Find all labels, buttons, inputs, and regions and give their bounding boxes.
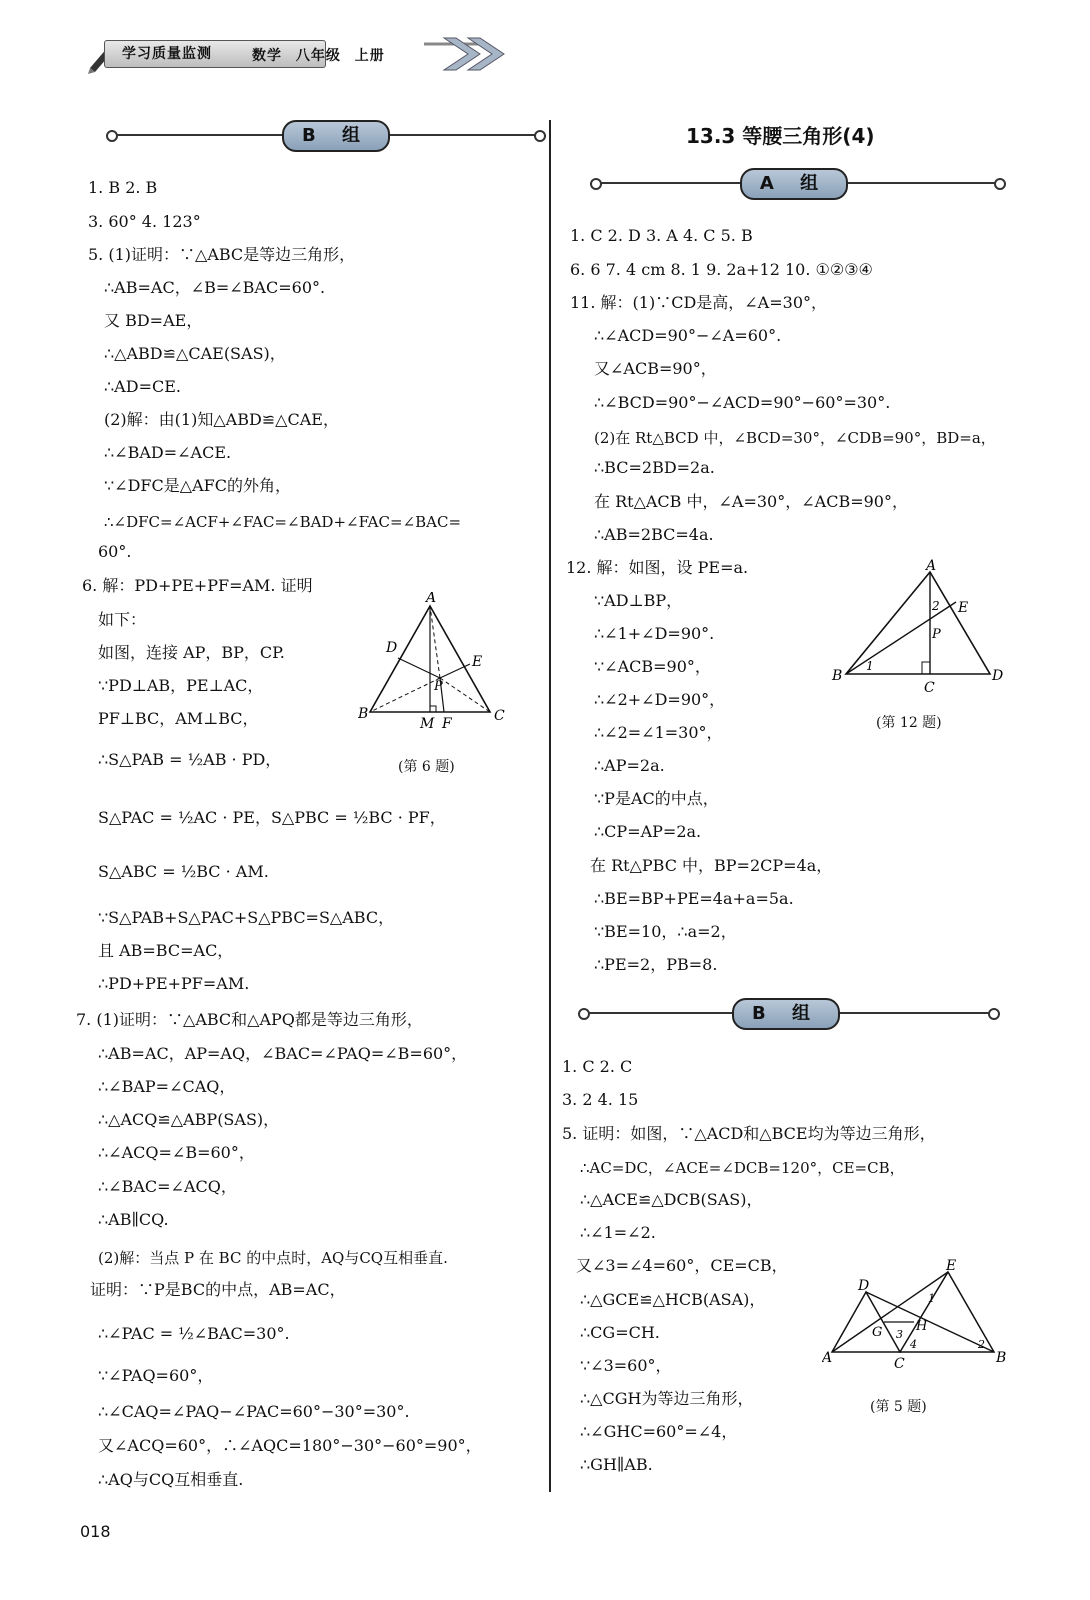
answer-line: 6. 解：PD+PE+PF=AM. 证明 <box>82 576 313 595</box>
figure-label: M <box>420 716 435 732</box>
figure-label: A <box>822 1350 833 1366</box>
group-a-heading <box>590 168 1004 198</box>
answer-line: ∴BC=2BD=2a. <box>594 458 715 477</box>
answer-line: ∴∠DFC=∠ACF+∠FAC=∠BAD+∠FAC=∠BAC= <box>104 513 462 531</box>
answer-line: (2)解：由(1)知△ABD≌△CAE， <box>104 410 339 429</box>
answer-line: (2)解：当点 P 在 BC 的中点时，AQ与CQ互相垂直. <box>98 1249 448 1267</box>
answer-line: ∴∠ACQ=∠B=60°， <box>98 1143 255 1162</box>
figure-label: 1 <box>928 1292 935 1305</box>
figure-label: C <box>494 708 505 724</box>
figure-6-diagram <box>358 592 518 732</box>
figure-label: D <box>858 1278 870 1294</box>
answer-line: 又 BD=AE， <box>104 311 203 330</box>
answer-line: S△PAC = ½AC · PE，S△PBC = ½BC · PF， <box>98 808 446 827</box>
group-b-heading-left <box>106 120 546 150</box>
section-title: 13.3 等腰三角形(4) <box>686 124 875 148</box>
answer-line: 5. (1)证明：∵△ABC是等边三角形， <box>88 245 356 264</box>
answer-line: ∵S△PAB+S△PAC+S△PBC=S△ABC， <box>98 908 395 927</box>
figure-label: E <box>946 1258 957 1274</box>
figure-label: H <box>916 1319 928 1334</box>
figure-label: B <box>832 668 843 684</box>
group-label: A 组 <box>740 168 848 200</box>
answer-line: ∴∠CAQ=∠PAQ−∠PAC=60°−30°=30°. <box>98 1402 410 1421</box>
answer-line: ∴∠2+∠D=90°， <box>594 690 726 709</box>
answer-line: 且 AB=BC=AC， <box>98 941 234 960</box>
column-divider <box>549 120 551 1492</box>
answer-line: S△ABC = ½BC · AM. <box>98 862 269 881</box>
answer-line: ∴GH∥AB. <box>580 1455 653 1474</box>
figure-label: E <box>958 600 969 616</box>
answer-line: ∴∠ACD=90°−∠A=60°. <box>594 326 782 345</box>
figure-label: P <box>434 679 443 694</box>
group-label: B 组 <box>282 120 390 152</box>
answer-line: ∴AP=2a. <box>594 756 665 775</box>
figure-label: 4 <box>910 1338 917 1351</box>
answer-line: 60°. <box>98 542 132 561</box>
figure-label: 1 <box>866 659 874 673</box>
answer-line: 5. 证明：如图，∵△ACD和△BCE均为等边三角形， <box>562 1124 936 1143</box>
answer-line: 11. 解：(1)∵CD是高，∠A=30°， <box>570 293 827 312</box>
header-subject: 数学 八年级 上册 <box>252 48 385 64</box>
answer-line: ∴∠1=∠2. <box>580 1223 656 1242</box>
chevron-arrows-icon <box>424 34 514 74</box>
answer-line: ∵BE=10，∴a=2， <box>594 922 737 941</box>
figure-label: A <box>926 558 937 574</box>
answer-line: ∴∠1+∠D=90°. <box>594 624 715 643</box>
answer-line: ∵∠3=60°， <box>580 1356 672 1375</box>
figure-label: D <box>386 640 398 656</box>
figure-label: A <box>426 592 437 606</box>
answer-line: ∴∠PAC = ½∠BAC=30°. <box>98 1324 290 1343</box>
figure-label: P <box>932 627 941 642</box>
answer-line: PF⊥BC，AM⊥BC， <box>98 709 259 728</box>
figure-label: 3 <box>896 1328 903 1341</box>
group-label: B 组 <box>732 998 840 1030</box>
group-b-heading-right <box>578 998 998 1028</box>
page-header <box>84 30 514 78</box>
answer-line: 在 Rt△ACB 中，∠A=30°，∠ACB=90°， <box>594 492 908 511</box>
answer-line: ∴△CGH为等边三角形， <box>580 1389 754 1408</box>
figure-12-caption: (第 12 题) <box>876 715 942 731</box>
answer-line: ∴△ABD≌△CAE(SAS)， <box>104 344 286 363</box>
answer-line: ∴∠BAC=∠ACQ， <box>98 1177 237 1196</box>
header-badge-text: 学习质量监测 <box>122 46 212 62</box>
figure-label: G <box>872 1325 883 1340</box>
answer-line: ∴PE=2，PB=8. <box>594 955 718 974</box>
answer-line: ∴∠BAD=∠ACE. <box>104 443 232 462</box>
figure-12-diagram <box>830 558 1010 698</box>
answer-line: 3. 60° 4. 123° <box>88 212 201 231</box>
answer-line: ∵AD⊥BP， <box>594 591 683 610</box>
answer-line: 如下： <box>98 610 147 629</box>
answer-line: ∴AC=DC，∠ACE=∠DCB=120°，CE=CB， <box>580 1159 905 1177</box>
answer-line: ∵PD⊥AB，PE⊥AC， <box>98 676 264 695</box>
figure-6-caption: (第 6 题) <box>398 759 455 775</box>
answer-line: 7. (1)证明：∵△ABC和△APQ都是等边三角形， <box>76 1010 423 1029</box>
figure-label: B <box>996 1350 1007 1366</box>
answer-line: ∴△ACQ≌△ABP(SAS)， <box>98 1110 280 1129</box>
answer-line: 6. 6 7. 4 cm 8. 1 9. 2a+12 10. ①②③④ <box>570 260 873 279</box>
answer-line: ∴PD+PE+PF=AM. <box>98 974 250 993</box>
answer-line: 1. C 2. D 3. A 4. C 5. B <box>570 226 753 245</box>
answer-line: ∵∠DFC是△AFC的外角， <box>104 476 291 495</box>
answer-line: ∴CG=CH. <box>580 1323 660 1342</box>
answer-line: ∵∠ACB=90°， <box>594 657 711 676</box>
answer-line: 又∠ACQ=60°，∴∠AQC=180°−30°−60°=90°， <box>98 1436 482 1455</box>
figure-label: C <box>924 680 935 696</box>
figure-label: 2 <box>932 599 940 613</box>
figure-5-diagram <box>822 1258 1012 1378</box>
answer-line: ∴∠GHC=60°=∠4， <box>580 1422 738 1441</box>
answer-line: ∴∠BAP=∠CAQ， <box>98 1077 236 1096</box>
answer-line: ∴△GCE≌△HCB(ASA)， <box>580 1290 766 1309</box>
figure-label: D <box>992 668 1004 684</box>
answer-line: 又∠3=∠4=60°，CE=CB， <box>576 1256 788 1275</box>
figure-label: E <box>472 654 483 670</box>
answer-line: ∴AB=AC，AP=AQ，∠BAC=∠PAQ=∠B=60°， <box>98 1044 468 1063</box>
page-number: 018 <box>80 1522 111 1541</box>
answer-line: 证明：∵P是BC的中点，AB=AC， <box>90 1280 346 1299</box>
answer-line: ∴△ACE≌△DCB(SAS)， <box>580 1190 763 1209</box>
answer-line: ∴BE=BP+PE=4a+a=5a. <box>594 889 794 908</box>
answer-line: 3. 2 4. 15 <box>562 1090 639 1109</box>
figure-label: F <box>442 716 452 732</box>
answer-line: 1. B 2. B <box>88 178 158 197</box>
answer-line: 12. 解：如图，设 PE=a. <box>566 558 749 577</box>
answer-line: ∴AB∥CQ. <box>98 1210 169 1229</box>
answer-line: ∵P是AC的中点， <box>594 789 719 808</box>
figure-5-caption: (第 5 题) <box>870 1399 927 1415</box>
answer-line: ∴CP=AP=2a. <box>594 822 702 841</box>
answer-line: 如图，连接 AP，BP，CP. <box>98 643 285 662</box>
answer-line: (2)在 Rt△BCD 中，∠BCD=30°，∠CDB=90°，BD=a， <box>594 429 996 447</box>
answer-line: 1. C 2. C <box>562 1057 633 1076</box>
answer-line: ∴∠BCD=90°−∠ACD=90°−60°=30°. <box>594 393 891 412</box>
figure-label: B <box>358 706 369 722</box>
answer-line: 又∠ACB=90°， <box>594 359 717 378</box>
answer-line: ∴AQ与CQ互相垂直. <box>98 1470 244 1489</box>
answer-line: ∴S△PAB = ½AB · PD， <box>98 750 282 769</box>
figure-label: C <box>894 1356 905 1372</box>
answer-line: ∴AB=2BC=4a. <box>594 525 714 544</box>
answer-line: ∴AB=AC，∠B=∠BAC=60°. <box>104 278 326 297</box>
answer-line: 在 Rt△PBC 中，BP=2CP=4a， <box>590 856 833 875</box>
answer-line: ∴∠2=∠1=30°， <box>594 723 723 742</box>
figure-label: 2 <box>978 1338 985 1351</box>
answer-line: ∵∠PAQ=60°， <box>98 1366 214 1385</box>
answer-line: ∴AD=CE. <box>104 377 181 396</box>
